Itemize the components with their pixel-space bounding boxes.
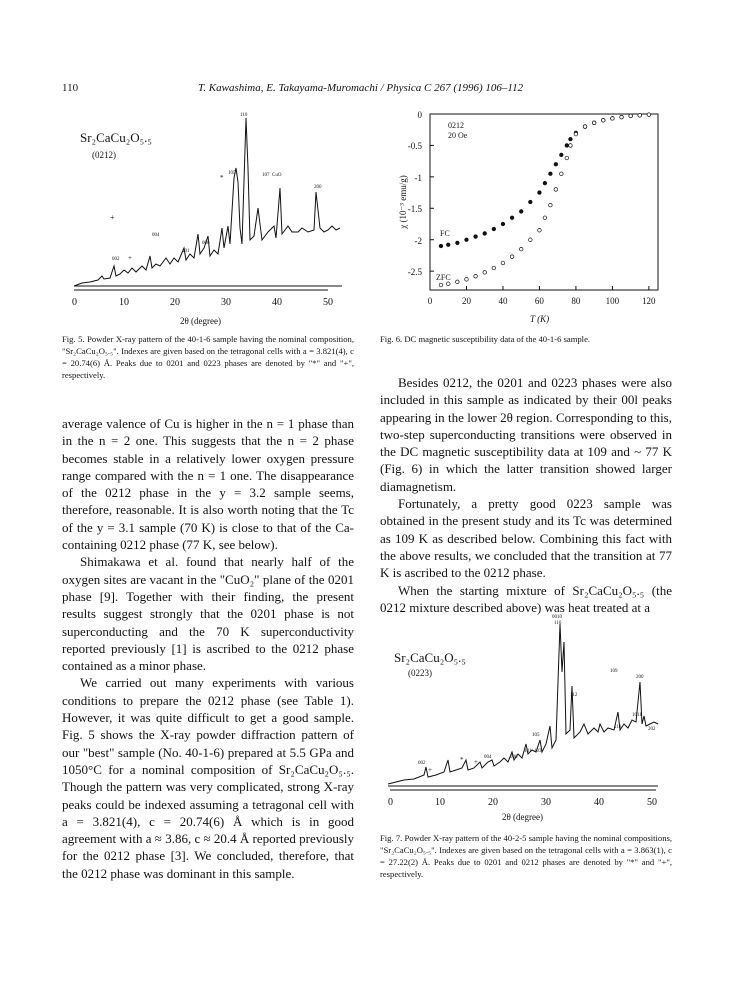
zfc-data-point bbox=[569, 144, 573, 148]
zfc-data-point bbox=[543, 216, 547, 220]
fig7-peak-label: 202 bbox=[648, 727, 656, 732]
zfc-data-point bbox=[574, 132, 578, 136]
fig7-peak-label: 004 bbox=[484, 755, 492, 760]
zfc-data-point bbox=[549, 203, 553, 207]
fig6-legend-phase: 0212 bbox=[448, 121, 464, 130]
zfc-data-point bbox=[554, 188, 558, 192]
fig5-peak-label: 110 bbox=[240, 113, 248, 118]
fc-data-point bbox=[456, 241, 460, 245]
fig7-peak-label: 109 bbox=[610, 669, 618, 674]
right-column bbox=[380, 374, 672, 616]
fig6-label-zfc: ZFC bbox=[436, 273, 451, 282]
fig6-xtick: 120 bbox=[642, 296, 656, 306]
fig7-phase: (0223) bbox=[408, 668, 432, 678]
fig6-xtick: 0 bbox=[427, 296, 433, 306]
fc-data-point bbox=[492, 227, 496, 231]
fig7-peak-label: + bbox=[428, 766, 432, 774]
fig7-peak-label: 105 bbox=[532, 733, 540, 738]
fc-data-point bbox=[543, 181, 547, 185]
zfc-data-point bbox=[439, 283, 443, 287]
fig6-ytick: -0.5 bbox=[407, 141, 422, 151]
zfc-data-point bbox=[519, 247, 523, 251]
paragraph: We carried out many experiments with various conditions to prepare the 0212 phase (see Table 1). However, it was quite difficult to get a good sample. Fig. 5 shows the X-ray powder diffraction pattern of our "best" sample (No. 40-1-6) prepared at 5.5 GPa and 1050°C for a nominal composition of Sr₂CaCu₂O₅.₅. Though the pattern was very complicated, strong X-ray peaks could be indexed assuming a tetragonal cell with a = 3.821(4), c = 20.74(6) Å which is in good agreement with a ≈ 3.86, c ≈ 20.4 Å reported previously for the 0212 phase [3]. We concluded, therefore, that the 0212 phase was dominant in this sample. bbox=[62, 675, 354, 881]
fig7-peak-label: 110 bbox=[554, 621, 562, 626]
fig7-tick: 10 bbox=[435, 797, 445, 808]
fc-data-point bbox=[483, 232, 487, 236]
fig7-peak-label: 1011 bbox=[632, 713, 642, 718]
fig5-peak-label: 002 bbox=[112, 257, 120, 262]
fig6-xtick: 80 bbox=[571, 296, 581, 306]
fig7-tick: 40 bbox=[594, 797, 604, 808]
fig5-peak-label: + bbox=[110, 213, 115, 222]
zfc-data-point bbox=[565, 156, 569, 160]
page-number: 110 bbox=[62, 82, 79, 94]
running-title: T. Kawashima, E. Takayama-Muromachi / Physica C 267 (1996) 106–112 bbox=[198, 82, 524, 94]
zfc-data-point bbox=[474, 274, 478, 278]
zfc-data-point bbox=[592, 121, 596, 125]
zfc-data-point bbox=[510, 255, 514, 259]
left-column bbox=[62, 415, 354, 882]
fig7-peak-label: 103 bbox=[534, 749, 542, 754]
zfc-data-point bbox=[456, 280, 460, 284]
fig6-label-fc: FC bbox=[440, 229, 450, 238]
fig5-tick: 0 bbox=[72, 297, 77, 308]
fc-data-point bbox=[446, 243, 450, 247]
zfc-data-point bbox=[620, 115, 624, 119]
fig6-ytick: -2.5 bbox=[407, 267, 422, 277]
fig6-xlabel: T (K) bbox=[530, 314, 550, 324]
figure-5-xrd bbox=[62, 108, 352, 330]
fig6-xtick: 40 bbox=[498, 296, 508, 306]
fig7-tick: 0 bbox=[388, 797, 393, 808]
fig5-tick: 10 bbox=[119, 297, 129, 308]
fig7-compound: Sr₂CaCu₂O₅.₅ bbox=[394, 650, 466, 665]
fig6-frame bbox=[430, 114, 658, 290]
fig5-peak-label: 105 bbox=[228, 171, 236, 176]
zfc-data-point bbox=[647, 113, 651, 117]
fig5-peak-label: CuO bbox=[272, 173, 282, 178]
fc-data-point bbox=[554, 162, 558, 166]
fc-data-point bbox=[565, 144, 569, 148]
fig5-peak-label: 004 bbox=[152, 233, 160, 238]
fig5-tick: 40 bbox=[272, 297, 282, 308]
fig6-ytick: -2 bbox=[414, 236, 422, 246]
fig7-caption: Fig. 7. Powder X-ray pattern of the 40-2-5 sample having the nominal compositions, "Sr₂CaCu₂O₅.₅". Indexes are given based on the tetragonal cells with a = 3.863(1), c = 27.22(2) Å. Peaks due to 0201 and 0212 phases are denoted by "*" and "+", respectively. bbox=[380, 833, 672, 879]
zfc-data-point bbox=[611, 117, 615, 121]
fc-data-point bbox=[529, 200, 533, 204]
paragraph: Fortunately, a pretty good 0223 sample was obtained in the present study and its Tc was determined as 109 K as described below. Combining this fact with the above results, we concluded that the transition at 77 K is ascribed to the 0212 phase. bbox=[380, 496, 672, 581]
fig5-peak-label: * bbox=[220, 174, 224, 182]
zfc-data-point bbox=[638, 113, 642, 117]
fc-data-point bbox=[519, 210, 523, 214]
fig6-ytick: -1 bbox=[414, 173, 422, 183]
fig5-xlabel: 2θ (degree) bbox=[180, 316, 222, 326]
paragraph: average valence of Cu is higher in the n = 1 phase than in the n = 2 one. This suggests that the n = 2 phase becomes stable in a relatively lower oxygen pressure range compared with the n = 1 one. The disappearance of the 0212 phase in the y = 3.2 sample seems, therefore, reasonable. It is also worth noting that the Tc of the y = 3.1 sample (70 K) is close to that of the Ca-containing 0212 phase (77 K, see below). bbox=[62, 416, 354, 553]
fig5-phase: (0212) bbox=[92, 150, 116, 160]
fig7-pattern bbox=[388, 624, 658, 784]
fig5-peak-label: + bbox=[128, 254, 132, 262]
fig7-tick: 30 bbox=[541, 797, 551, 808]
paragraph: When the starting mixture of Sr₂CaCu₂O₅.₅ (the 0212 mixture described above) was heat treated at a bbox=[380, 582, 672, 615]
fig6-xtick: 60 bbox=[534, 296, 544, 306]
fig6-xtick: 100 bbox=[605, 296, 620, 306]
zfc-data-point bbox=[560, 172, 564, 176]
fig5-tick: 20 bbox=[170, 297, 180, 308]
fig7-peak-label: 101 bbox=[524, 749, 532, 754]
fig7-xlabel: 2θ (degree) bbox=[502, 812, 544, 822]
fig6-xtick: 20 bbox=[462, 296, 471, 306]
zfc-data-point bbox=[629, 114, 633, 118]
paragraph: Shimakawa et al. found that nearly half of the oxygen sites are vacant in the "CuO₂" plane of the 0201 phase [9]. Together with their finding, the present results suggest strongly that the 0201 phase is not superconducting and the 70 K superconductivity reported previously [1] is ascribed to the 0212 phase contained as a minor phase. bbox=[62, 554, 354, 674]
fc-data-point bbox=[474, 235, 478, 239]
zfc-data-point bbox=[483, 271, 487, 275]
fig6-ytick: 0 bbox=[417, 110, 422, 120]
fig5-compound: Sr₂CaCu₂O₅.₅ bbox=[80, 130, 152, 145]
fig7-peak-label: 0010 bbox=[552, 615, 562, 620]
zfc-data-point bbox=[465, 278, 469, 282]
fc-data-point bbox=[465, 238, 469, 242]
fc-data-point bbox=[569, 137, 573, 141]
zfc-data-point bbox=[501, 261, 505, 265]
zfc-data-point bbox=[529, 238, 533, 242]
fig5-caption: Fig. 5. Powder X-ray pattern of the 40-1-6 sample having the nominal composition, "Sr₂CaCu₂O₅.₅". Indexes are given based on the tetragonal cells with a = 3.821(4), c = 20.74(6) Å. Peaks due to 0201 and 0223 phases are denoted by "*" and "+", respectively. bbox=[62, 334, 354, 380]
fig5-peak-label: 107 bbox=[262, 173, 270, 178]
zfc-data-point bbox=[538, 228, 542, 232]
fig7-peak-label: 006 bbox=[510, 755, 518, 760]
zfc-data-point bbox=[601, 118, 605, 122]
fig6-ylabel: χ (10⁻³ emu/g) bbox=[398, 175, 408, 229]
fc-data-point bbox=[439, 244, 443, 248]
fc-data-point bbox=[538, 191, 542, 195]
fig7-peak-label: 112 bbox=[570, 693, 578, 698]
zfc-data-point bbox=[583, 125, 587, 129]
fc-data-point bbox=[560, 153, 564, 157]
figure-7-xrd bbox=[384, 612, 674, 824]
fig6-ytick: -1.5 bbox=[407, 204, 422, 214]
fig7-peak-label: 200 bbox=[636, 675, 644, 680]
fig5-tick: 50 bbox=[323, 297, 333, 308]
fig5-peak-label: 006 bbox=[202, 241, 210, 246]
fig7-tick: 50 bbox=[647, 797, 657, 808]
fig7-peak-label: 002 bbox=[418, 761, 426, 766]
zfc-data-point bbox=[492, 266, 496, 270]
fig7-peak-label: 118 bbox=[614, 725, 622, 730]
zfc-data-point bbox=[446, 282, 450, 286]
paragraph: Besides 0212, the 0201 and 0223 phases were also included in this sample as indicated by their 00l peaks appearing in the lower 2θ region. Corresponding to this, two-step superconducting transitions were observed in the DC magnetic susceptibility data at 109 and ~ 77 K (Fig. 6) in which the latter transition showed larger diamagnetism. bbox=[380, 375, 672, 494]
fig5-tick: 30 bbox=[221, 297, 231, 308]
fig5-peak-label: 200 bbox=[314, 185, 322, 190]
fig7-tick: 20 bbox=[488, 797, 498, 808]
figure-6-susceptibility bbox=[392, 108, 672, 330]
fig7-peak-label: + bbox=[474, 758, 478, 766]
fig7-peak-label: * bbox=[460, 756, 464, 764]
fc-data-point bbox=[501, 222, 505, 226]
fig5-peak-label: 101 bbox=[182, 249, 190, 254]
fc-data-point bbox=[549, 172, 553, 176]
fc-data-point bbox=[510, 216, 514, 220]
fig6-caption: Fig. 6. DC magnetic susceptibility data of the 40-1-6 sample. bbox=[380, 334, 591, 344]
fig6-legend-field: 20 Oe bbox=[448, 131, 468, 140]
